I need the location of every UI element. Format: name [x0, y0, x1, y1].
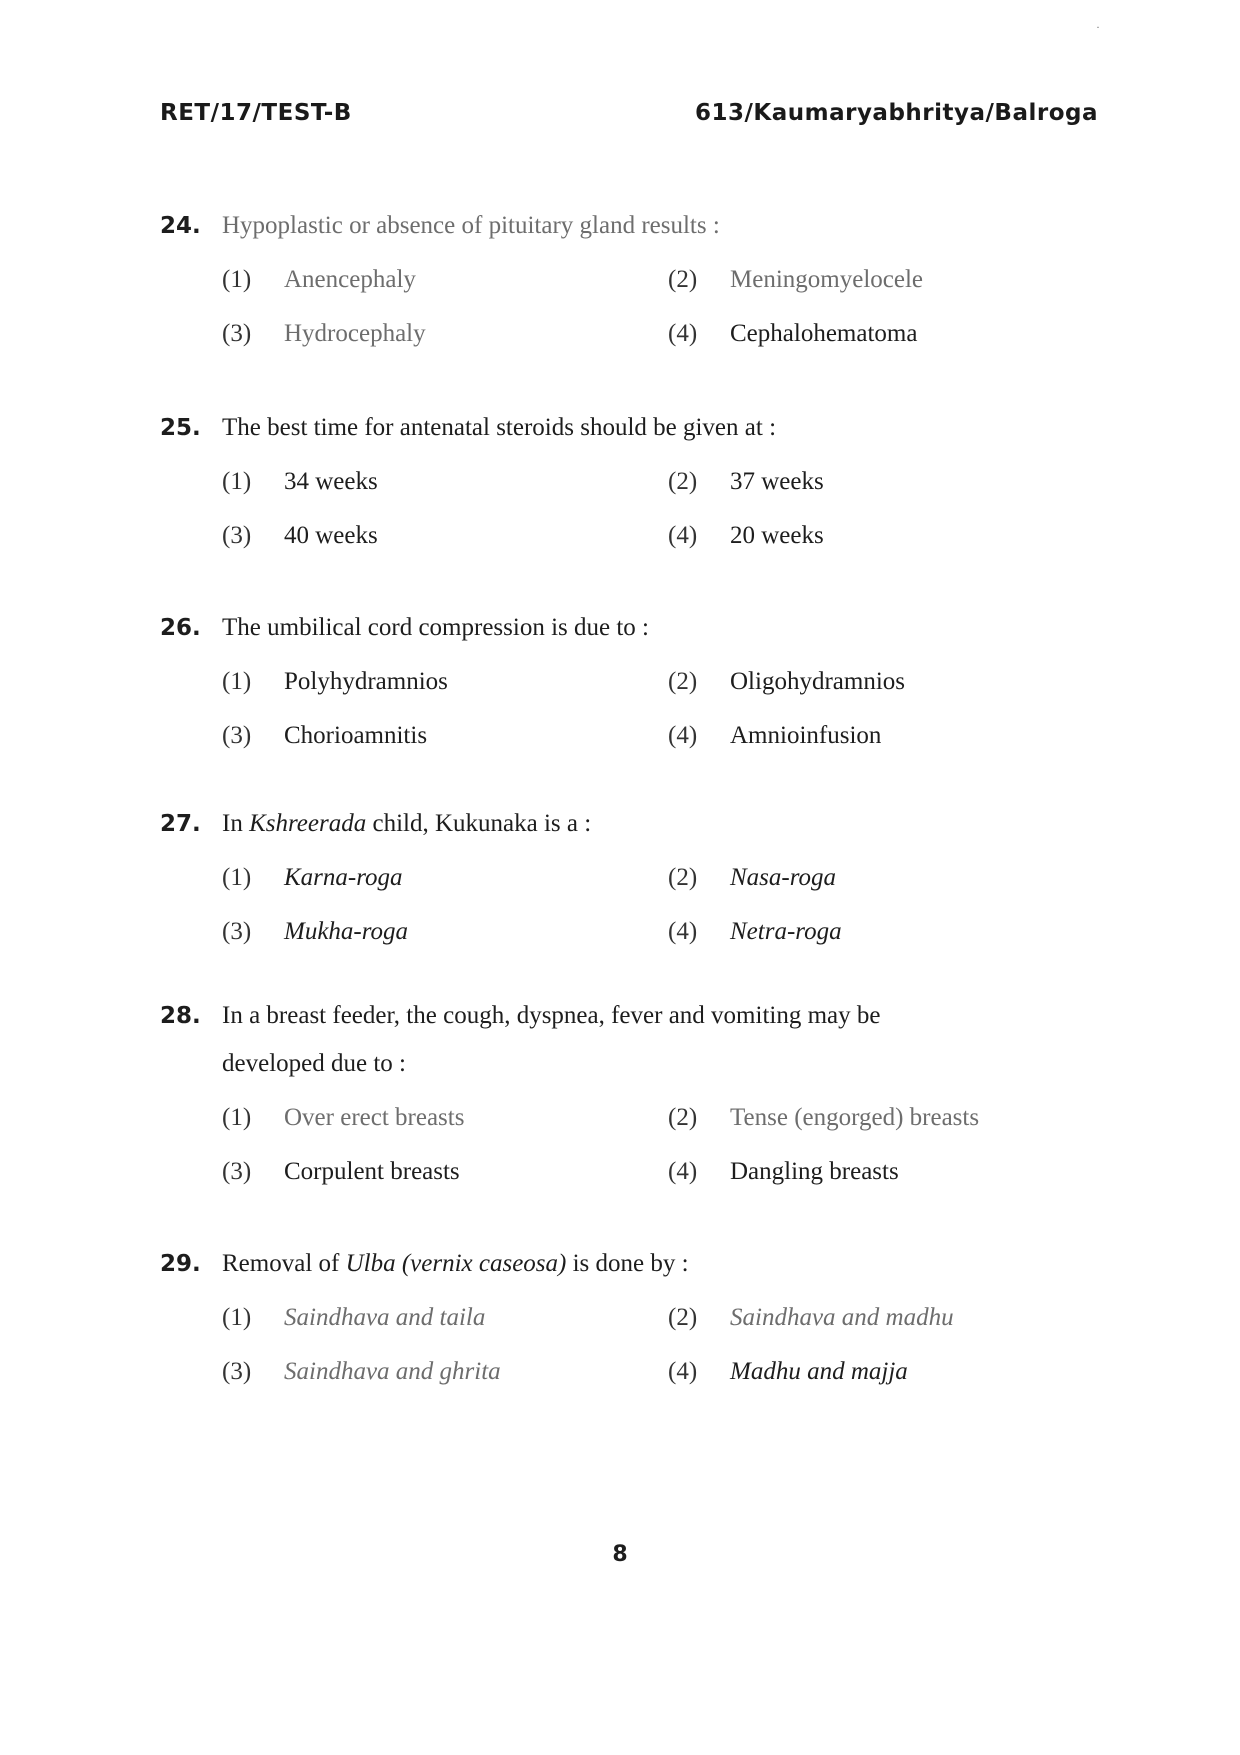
- question-number: 25.: [160, 415, 201, 441]
- option-4[interactable]: (4) Amnioinfusion: [668, 722, 882, 749]
- option-3[interactable]: (3) Hydrocephaly: [222, 320, 426, 347]
- option-2[interactable]: (2) Tense (engorged) breasts: [668, 1104, 980, 1131]
- option-3[interactable]: (3) Mukha-roga: [222, 918, 409, 945]
- options-grid: [222, 256, 1100, 358]
- question-number: 24.: [160, 213, 201, 239]
- question-text: Hypoplastic or absence of pituitary gland results :: [222, 212, 720, 239]
- option-2[interactable]: (2) 37 weeks: [668, 468, 824, 495]
- test-code: RET/17/TEST-B: [160, 100, 352, 126]
- option-2[interactable]: (2) Oligohydramnios: [668, 668, 905, 695]
- question-text: In a breast feeder, the cough, dyspnea, fever and vomiting may be developed due to :: [222, 1002, 881, 1077]
- question-number: 26.: [160, 615, 201, 641]
- question-24: [160, 202, 1100, 358]
- question-text: The best time for antenatal steroids should be given at :: [222, 414, 777, 441]
- question-text: Removal of Ulba (vernix caseosa) is done by :: [222, 1250, 689, 1277]
- option-1[interactable]: (1) Anencephaly: [222, 266, 416, 293]
- question-29: [160, 1240, 1100, 1396]
- question-number: 27.: [160, 811, 201, 837]
- option-3[interactable]: (3) 40 weeks: [222, 522, 378, 549]
- option-2[interactable]: (2) Saindhava and madhu: [668, 1304, 954, 1331]
- option-1[interactable]: (1) Over erect breasts: [222, 1104, 465, 1131]
- option-3[interactable]: (3) Chorioamnitis: [222, 722, 428, 749]
- option-4[interactable]: (4) 20 weeks: [668, 522, 824, 549]
- question-text: In Kshreerada child, Kukunaka is a :: [222, 810, 592, 837]
- page-number: 8: [612, 1542, 628, 1567]
- question-28: [160, 992, 1100, 1196]
- page-header: [160, 100, 1098, 126]
- options-grid: [222, 1294, 1100, 1396]
- option-1[interactable]: (1) 34 weeks: [222, 468, 378, 495]
- options-grid: [222, 854, 1100, 956]
- option-3[interactable]: (3) Saindhava and ghrita: [222, 1358, 501, 1385]
- option-2[interactable]: (2) Nasa-roga: [668, 864, 837, 891]
- subject-code: 613/Kaumaryabhritya/Balroga: [694, 100, 1098, 126]
- option-4[interactable]: (4) Dangling breasts: [668, 1158, 899, 1185]
- question-text: The umbilical cord compression is due to :: [222, 614, 649, 641]
- question-26: [160, 604, 1100, 760]
- option-4[interactable]: (4) Madhu and majja: [668, 1358, 908, 1385]
- option-4[interactable]: (4) Netra-roga: [668, 918, 842, 945]
- option-2[interactable]: (2) Meningomyelocele: [668, 266, 923, 293]
- option-1[interactable]: (1) Saindhava and taila: [222, 1304, 486, 1331]
- options-grid: [222, 458, 1100, 560]
- question-25: [160, 404, 1100, 560]
- option-4[interactable]: (4) Cephalohematoma: [668, 320, 918, 347]
- scan-speck: ·: [1096, 20, 1100, 34]
- options-grid: [222, 658, 1100, 760]
- option-1[interactable]: (1) Polyhydramnios: [222, 668, 448, 695]
- option-3[interactable]: (3) Corpulent breasts: [222, 1158, 460, 1185]
- question-number: 29.: [160, 1251, 201, 1277]
- question-number: 28.: [160, 1003, 201, 1029]
- question-27: [160, 800, 1100, 956]
- option-1[interactable]: (1) Karna-roga: [222, 864, 403, 891]
- options-grid: [222, 1094, 1100, 1196]
